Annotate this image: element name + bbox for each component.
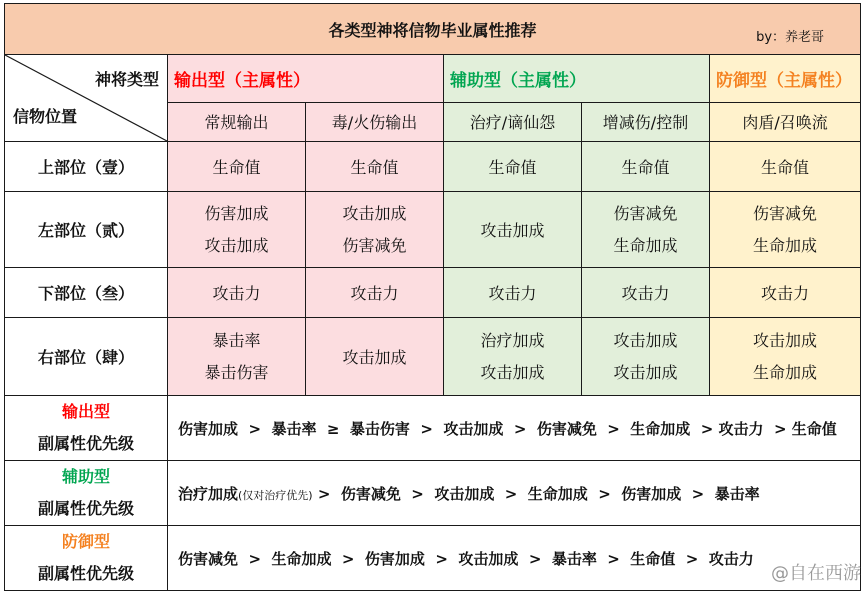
table-cell: 攻击加成 <box>444 192 582 268</box>
table-cell: 攻击加成 <box>306 318 444 396</box>
priority-output-text: 伤害加成 > 暴击率 ≥ 暴击伤害 > 攻击加成 > 伤害减免 > 生命加成 > 攻击力 > 生命值 <box>168 396 861 461</box>
table-cell: 攻击力 <box>582 268 710 318</box>
recommendation-table <box>4 3 861 591</box>
title-bar <box>5 4 861 55</box>
category-defense: 防御型（主属性） <box>710 55 861 103</box>
table-cell: 暴击率 暴击伤害 <box>168 318 306 396</box>
table-cell: 伤害减免 生命加成 <box>710 192 861 268</box>
priority-support-text: 治疗加成(仅对治疗优先) > 伤害减免 > 攻击加成 > 生命加成 > 伤害加成 > 暴击率 <box>168 461 861 526</box>
priority-output-label: 输出型 副属性优先级 <box>5 396 168 461</box>
priority-defense-text: 伤害减免 > 生命加成 > 伤害加成 > 攻击加成 > 暴击率 > 生命值 > 攻击力 <box>168 526 861 591</box>
table-cell: 攻击力 <box>710 268 861 318</box>
table-cell: 伤害加成 攻击加成 <box>168 192 306 268</box>
position-bottom: 下部位（叁） <box>5 268 168 318</box>
table-cell: 攻击力 <box>444 268 582 318</box>
priority-support-label: 辅助型 副属性优先级 <box>5 461 168 526</box>
table-cell: 治疗加成 攻击加成 <box>444 318 582 396</box>
subtype-heal: 治疗/谪仙怨 <box>444 102 582 141</box>
author-credit: by：养老哥 <box>756 30 825 45</box>
page-title: 各类型神将信物毕业属性推荐 <box>328 20 537 40</box>
subtype-dot-output: 毒/火伤输出 <box>306 102 444 141</box>
category-support: 辅助型（主属性） <box>444 55 710 103</box>
table-cell: 生命值 <box>582 142 710 192</box>
position-left: 左部位（贰） <box>5 192 168 268</box>
table-cell: 攻击加成 生命加成 <box>710 318 861 396</box>
general-type-label: 神将类型 <box>94 70 159 89</box>
subtype-normal-output: 常规输出 <box>168 102 306 141</box>
table-cell: 攻击力 <box>168 268 306 318</box>
watermark: @自在西游 <box>771 563 861 584</box>
table-cell: 攻击力 <box>306 268 444 318</box>
item-position-label: 信物位置 <box>13 107 78 126</box>
table-cell: 生命值 <box>710 142 861 192</box>
table-cell: 攻击加成 攻击加成 <box>582 318 710 396</box>
category-output: 输出型（主属性） <box>168 55 444 103</box>
corner-header <box>5 55 168 142</box>
table-cell: 生命值 <box>306 142 444 192</box>
table-cell: 生命值 <box>444 142 582 192</box>
subtype-control: 增减伤/控制 <box>582 102 710 141</box>
priority-defense-label: 防御型 副属性优先级 <box>5 526 168 591</box>
position-right: 右部位（肆） <box>5 318 168 396</box>
table-cell: 伤害减免 生命加成 <box>582 192 710 268</box>
table-cell: 生命值 <box>168 142 306 192</box>
table-cell: 攻击加成 伤害减免 <box>306 192 444 268</box>
position-top: 上部位（壹） <box>5 142 168 192</box>
subtype-tank: 肉盾/召唤流 <box>710 102 861 141</box>
